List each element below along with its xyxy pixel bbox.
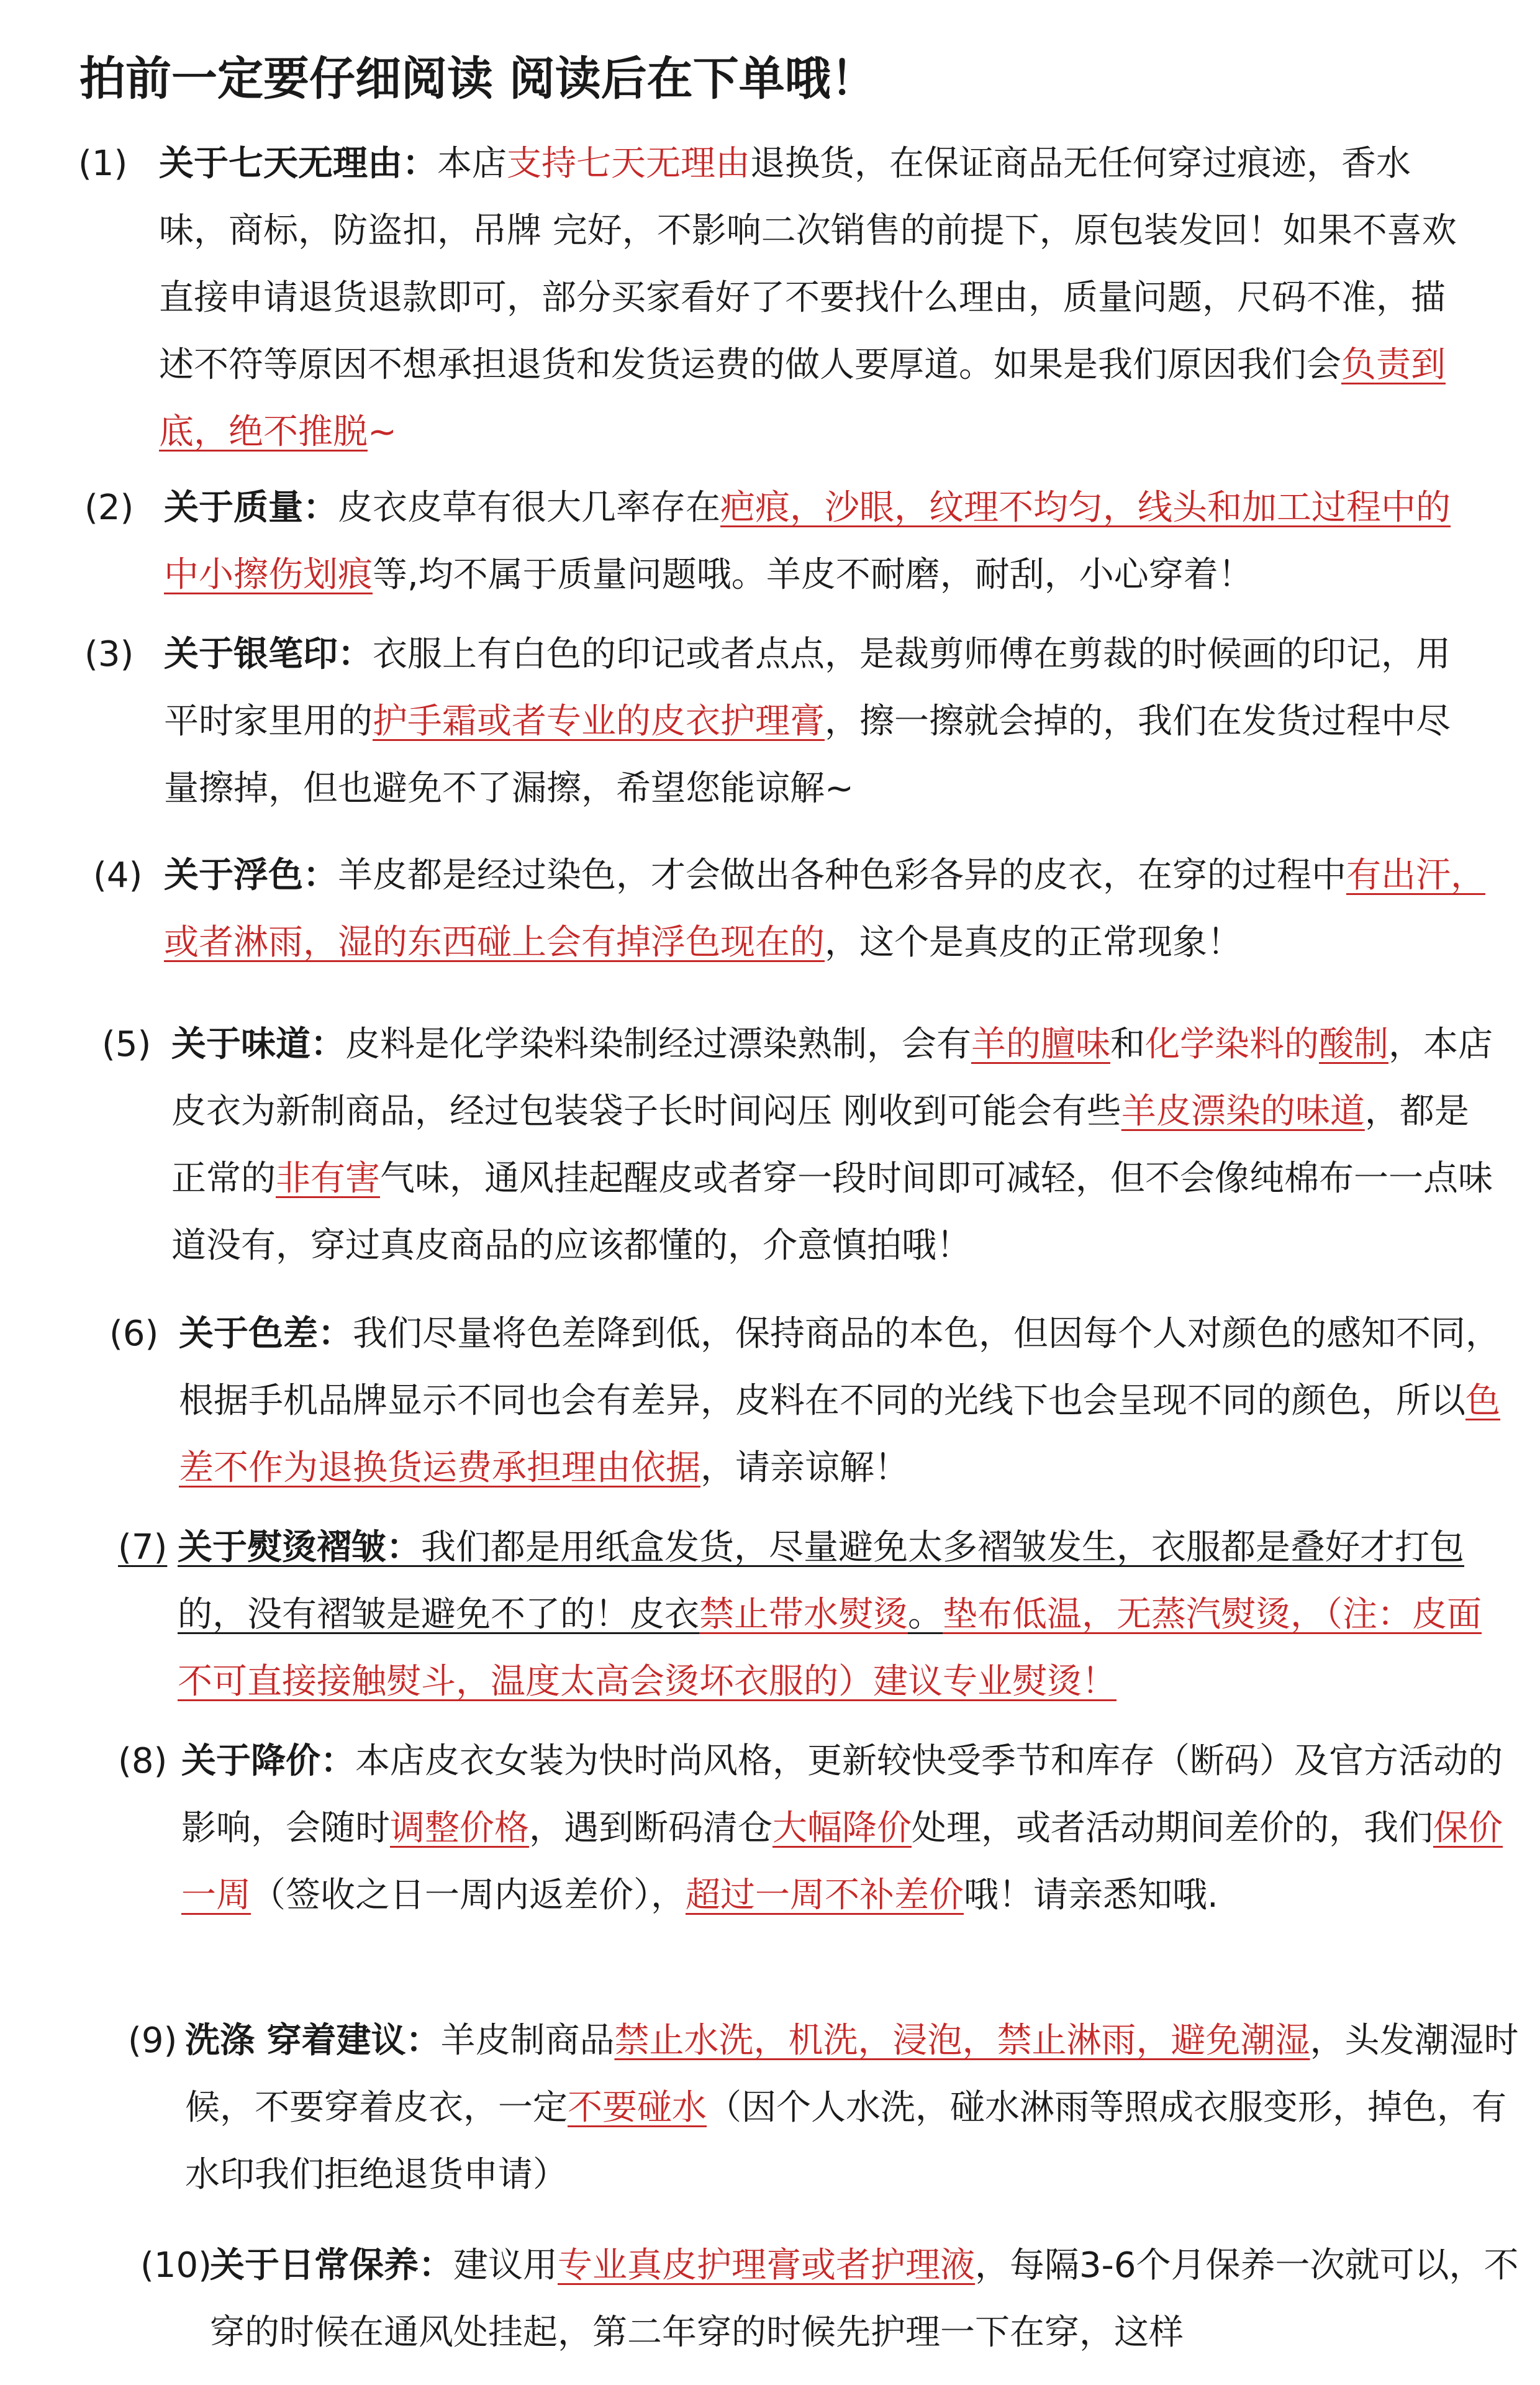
highlighted-text: 羊皮漂染的味道: [1121, 1091, 1365, 1132]
body-text: 我们都是用纸盒发货，尽量避免太多褶皱发生，衣服都是叠好才打包的，没有褶皱是避免不了的！皮衣: [178, 1527, 1464, 1635]
notice-section-3: [84, 621, 1482, 822]
red-text: 支持七天无理由: [507, 143, 750, 184]
highlighted-text: 非有害: [276, 1158, 380, 1199]
section-body: [93, 842, 1490, 976]
highlighted-text: 垫布低温，无蒸汽熨烫，（注：皮面不可直接接触熨斗，温度太高会烫坏衣服的）建议专业熨烫！: [178, 1594, 1482, 1702]
red-text: 化学染料的: [1145, 1024, 1319, 1065]
section-number: (8): [118, 1741, 168, 1781]
section-number: (1): [78, 143, 128, 184]
section-number: (7): [118, 1527, 168, 1568]
highlighted-text: 羊的膻味: [971, 1024, 1110, 1065]
section-body: [84, 475, 1482, 609]
body-text: 和: [1110, 1024, 1145, 1065]
body-text: 皮料是化学染料染制经过漂染熟制，会有: [345, 1024, 971, 1065]
body-text: 衣服上有白色的印记或者点点，是裁剪师傅在剪裁的时候画的印记，用平时家里用的: [164, 634, 1451, 742]
body-text: ，遇到断码清仓: [529, 1808, 772, 1848]
body-text: ，头发潮湿时候，不要穿着皮衣，一定: [185, 2020, 1519, 2128]
body-text: ，都是正常的: [171, 1091, 1469, 1199]
section-body: [128, 2007, 1525, 2209]
body-text: 本店皮衣女装为快时尚风格，更新较快受季节和库存（断码）及官方活动的影响，会随时: [181, 1741, 1503, 1848]
body-text: （因个人水洗，碰水淋雨等照成衣服变形，掉色，有水印我们拒绝退货申请）: [185, 2087, 1506, 2195]
body-text: 退换货，在保证商品无任何穿过痕迹，香水味，商标，防盗扣，吊牌 完好，不影响二次销售的前提下，原包装发回！如果不喜欢直接申请退货退款即可，部分买家看好了不要找什么理由，质量问题，尺码不准，描述不符等原因不想承担退货和发货运费的做人要厚道。如果是我们原因我们会: [159, 143, 1457, 385]
section-heading: 关于银笔印：: [164, 634, 373, 675]
highlighted-text: 色差不作为退换货运费承担理由依据: [179, 1381, 1500, 1488]
notice-section-9: [128, 2007, 1525, 2209]
body-text: 。: [908, 1594, 943, 1635]
section-heading: 关于味道：: [171, 1024, 345, 1065]
section-heading: 关于质量：: [164, 488, 338, 528]
notice-section-4: [93, 842, 1490, 976]
notice-section-8: [118, 1728, 1515, 1929]
section-heading: 关于降价：: [181, 1741, 355, 1781]
section-number: (9): [128, 2020, 178, 2061]
highlighted-text: 大幅降价: [772, 1808, 912, 1848]
section-number: (6): [109, 1314, 159, 1354]
body-text: ，每隔3-6个月保养一次就可以，不穿的时候在通风处挂起，第二年穿的时候先护理一下在穿，这样: [210, 2245, 1519, 2353]
notice-section-2: [84, 475, 1482, 609]
body-text: ，这个是真皮的正常现象！: [825, 922, 1242, 963]
notice-section-7: [118, 1514, 1515, 1715]
section-body: [84, 621, 1482, 822]
highlighted-text: 护手霜或者专业的皮衣护理膏: [373, 701, 825, 742]
section-body: [102, 1011, 1499, 1279]
highlighted-text: 酸制: [1319, 1024, 1388, 1065]
section-text: [171, 1024, 1493, 1266]
body-text: 哦！请亲悉知哦.: [964, 1875, 1218, 1915]
body-text: 皮衣皮草有很大几率存在: [338, 488, 720, 528]
body-text: （签收之日一周内返差价），: [251, 1875, 686, 1915]
body-text: 羊皮制商品: [440, 2020, 615, 2061]
body-text: 处理，或者活动期间差价的，我们: [912, 1808, 1433, 1848]
highlighted-text: 专业真皮护理膏或者护理液: [558, 2245, 975, 2286]
body-text: ，请亲谅解！: [700, 1448, 909, 1488]
notice-section-5: [102, 1011, 1499, 1279]
body-text: 本店: [437, 143, 507, 184]
highlighted-text: 禁止水洗，机洗，浸泡，禁止淋雨，避免潮湿: [614, 2020, 1310, 2061]
highlighted-text: 超过一周不补差价: [686, 1875, 964, 1915]
highlighted-text: 保价一周: [181, 1808, 1503, 1915]
section-heading: 洗涤 穿着建议：: [185, 2020, 441, 2061]
highlighted-text: 调整价格: [390, 1808, 529, 1848]
section-number: (2): [84, 488, 134, 528]
section-body: [109, 1301, 1506, 1502]
body-text: 羊皮都是经过染色，才会做出各种色彩各异的皮衣，在穿的过程中: [338, 855, 1346, 896]
section-number: (3): [84, 634, 134, 675]
section-number: (4): [93, 855, 143, 896]
section-heading: 关于色差：: [179, 1314, 353, 1354]
section-heading: 关于日常保养：: [210, 2245, 453, 2286]
section-heading: 关于熨烫褶皱：: [178, 1527, 421, 1568]
red-text: ~: [368, 412, 397, 452]
body-text: 气味，通风挂起醒皮或者穿一段时间即可减轻，但不会像纯棉布一一点味道没有，穿过真皮商品的应该都懂的，介意慎拍哦！: [171, 1158, 1493, 1266]
body-text: ，本店皮衣为新制商品，经过包装袋子长时间闷压 刚收到可能会有些: [171, 1024, 1493, 1132]
section-text: [181, 1741, 1503, 1915]
section-text: [159, 143, 1457, 452]
highlighted-text: 禁止带水熨烫: [699, 1594, 908, 1635]
highlighted-text: 疤痕，沙眼，纹理不均匀，线头和加工过程中的中小擦伤划痕: [164, 488, 1451, 595]
highlighted-text: 有出汗，或者淋雨，湿的东西碰上会有掉浮色现在的: [164, 855, 1485, 963]
section-text: [164, 855, 1485, 963]
body-text: ，擦一擦就会掉的，我们在发货过程中尽量擦掉，但也避免不了漏擦，希望您能谅解~: [164, 701, 1451, 809]
section-body: [140, 2232, 1538, 2366]
notice-section-1: [78, 130, 1478, 466]
body-text: 等,均不属于质量问题哦。羊皮不耐磨，耐刮，小心穿着！: [373, 555, 1253, 595]
section-body: [81, 130, 1478, 466]
notice-section-6: [109, 1301, 1506, 1502]
section-heading: 关于浮色：: [164, 855, 338, 896]
section-body: [118, 1728, 1515, 1929]
notice-section-10: [140, 2232, 1538, 2366]
highlighted-text: 不要碰水: [568, 2087, 707, 2128]
body-text: 建议用: [453, 2245, 558, 2286]
section-number: (10): [140, 2245, 212, 2286]
highlighted-text: 负责到底，绝不推脱: [159, 345, 1446, 452]
body-text: 我们尽量将色差降到低，保持商品的本色，但因每个人对颜色的感知不同，根据手机品牌显示不同也会有差异，皮料在不同的光线下也会呈现不同的颜色，所以: [179, 1314, 1500, 1421]
section-text: [164, 488, 1451, 595]
section-body: [118, 1514, 1515, 1715]
section-heading: 关于七天无理由：: [159, 143, 437, 184]
section-number: (5): [102, 1024, 152, 1065]
page-title: 拍前一定要仔细阅读 阅读后在下单哦！: [79, 52, 877, 106]
section-text: [179, 1314, 1500, 1488]
